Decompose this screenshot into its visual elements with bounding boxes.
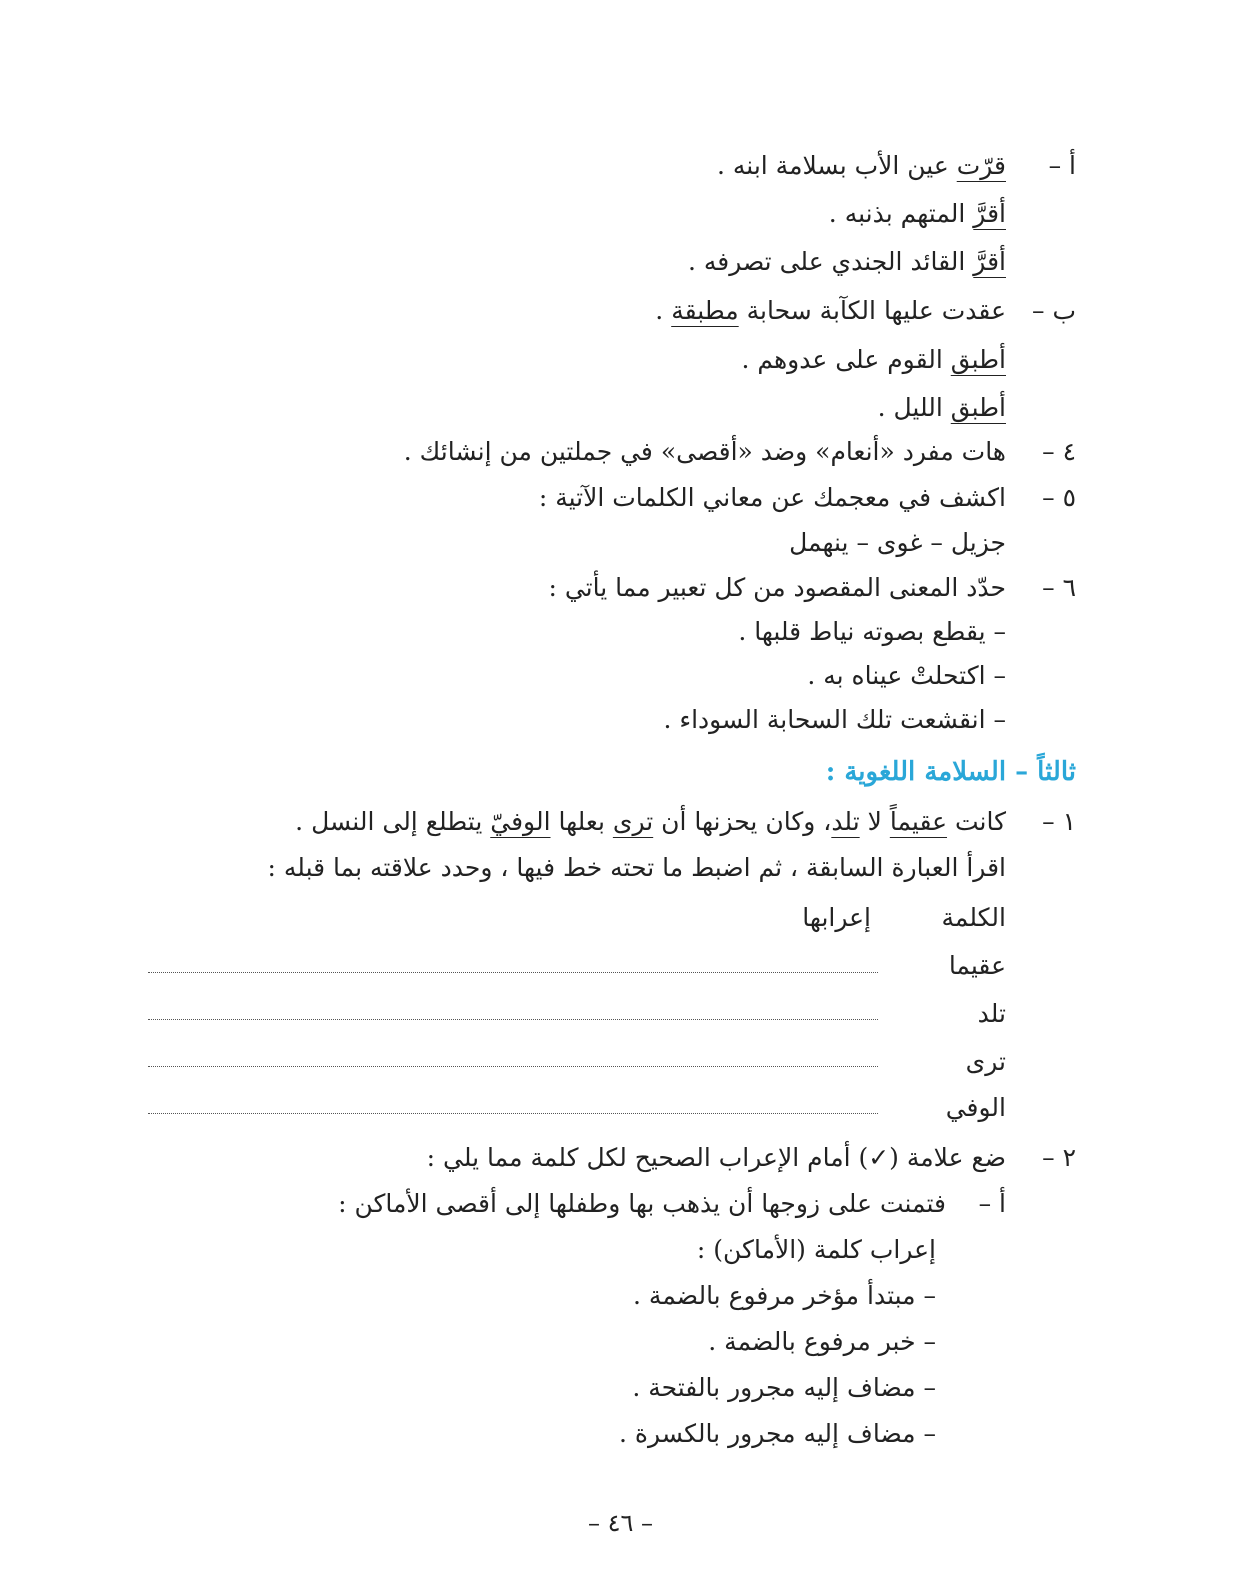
underlined-word: أطبق bbox=[950, 345, 1006, 374]
parsing-option[interactable]: – مضاف إليه مجرور بالفتحة . bbox=[632, 1373, 936, 1402]
underlined-word: مطبقة bbox=[671, 296, 739, 325]
item-a-sentence-2: أقرَّ المتهم بذنبه . bbox=[828, 199, 1006, 228]
parsing-prompt: إعراب كلمة (الأماكن) : bbox=[696, 1235, 936, 1264]
answer-line[interactable] bbox=[148, 1066, 878, 1067]
parsing-option[interactable]: – خبر مرفوع بالضمة . bbox=[708, 1327, 936, 1356]
word-label: ترى bbox=[965, 1047, 1006, 1076]
item-b-sentence-3: أطبق الليل . bbox=[877, 393, 1006, 422]
section-heading: ثالثاً – السلامة اللغوية : bbox=[825, 757, 1076, 787]
item-b-marker: ب – bbox=[1032, 296, 1076, 325]
word-label: تلد bbox=[977, 999, 1006, 1028]
column-header-word: الكلمة bbox=[941, 903, 1006, 932]
section-3-instruction: اقرأ العبارة السابقة ، ثم اضبط ما تحته خط فيها ، وحدد علاقته بما قبله : bbox=[267, 853, 1006, 882]
underlined-word: تلد bbox=[831, 807, 860, 836]
question-6-text: حدّد المعنى المقصود من كل تعبير مما يأتي : bbox=[548, 573, 1006, 602]
section-3-question-2-text: ضع علامة (✓) أمام الإعراب الصحيح لكل كلمة مما يلي : bbox=[426, 1143, 1006, 1172]
item-a-sentence-1: قرّت عين الأب بسلامة ابنه . bbox=[716, 151, 1006, 180]
item-b-sentence-2: أطبق القوم على عدوهم . bbox=[741, 345, 1006, 374]
question-5-text: اكشف في معجمك عن معاني الكلمات الآتية : bbox=[538, 483, 1006, 512]
word-label: الوفي bbox=[945, 1093, 1006, 1122]
page-number: – ٤٦ – bbox=[587, 1509, 654, 1537]
underlined-word: عقيماً bbox=[889, 807, 948, 836]
underlined-word: أطبق bbox=[950, 393, 1006, 422]
question-4-number: ٤ – bbox=[1042, 437, 1076, 466]
underlined-word: ترى bbox=[612, 807, 654, 836]
section-3-question-1-number: ١ – bbox=[1042, 807, 1076, 836]
answer-line[interactable] bbox=[148, 972, 878, 973]
item-a-sentence-3: أقرَّ القائد الجندي على تصرفه . bbox=[687, 247, 1006, 276]
word-label: عقيما bbox=[948, 951, 1006, 980]
underlined-word: أقرَّ bbox=[973, 247, 1006, 276]
parsing-option[interactable]: – مبتدأ مؤخر مرفوع بالضمة . bbox=[633, 1281, 936, 1310]
underlined-word: قرّت bbox=[956, 151, 1006, 180]
question-6-number: ٦ – bbox=[1042, 573, 1076, 602]
question-6-expression-2: – اكتحلتْ عيناه به . bbox=[807, 661, 1006, 690]
parsing-option[interactable]: – مضاف إليه مجرور بالكسرة . bbox=[619, 1419, 936, 1448]
underlined-word: أقرَّ bbox=[973, 199, 1006, 228]
question-5-words: جزيل – غوى – ينهمل bbox=[789, 528, 1006, 557]
answer-line[interactable] bbox=[148, 1019, 878, 1020]
section-3-question-2-number: ٢ – bbox=[1042, 1143, 1076, 1172]
underlined-word: الوفيّ bbox=[490, 807, 551, 836]
question-5-number: ٥ – bbox=[1042, 483, 1076, 512]
sub-item-a-marker: أ – bbox=[978, 1189, 1006, 1218]
question-4-text: هات مفرد «أنعام» وضد «أقصى» في جملتين من إنشائك . bbox=[403, 437, 1006, 466]
answer-line[interactable] bbox=[148, 1113, 878, 1114]
question-6-expression-3: – انقشعت تلك السحابة السوداء . bbox=[663, 705, 1006, 734]
section-3-question-1-sentence: كانت عقيماً لا تلد، وكان يحزنها أن ترى بعلها الوفيّ يتطلع إلى النسل . bbox=[295, 807, 1006, 836]
sub-item-a-sentence: فتمنت على زوجها أن يذهب بها وطفلها إلى أقصى الأماكن : bbox=[338, 1189, 946, 1218]
column-header-parsing: إعرابها bbox=[802, 903, 871, 932]
item-a-marker: أ – bbox=[1048, 151, 1076, 180]
question-6-expression-1: – يقطع بصوته نياط قلبها . bbox=[738, 617, 1006, 646]
item-b-sentence-1: عقدت عليها الكآبة سحابة مطبقة . bbox=[655, 296, 1006, 325]
